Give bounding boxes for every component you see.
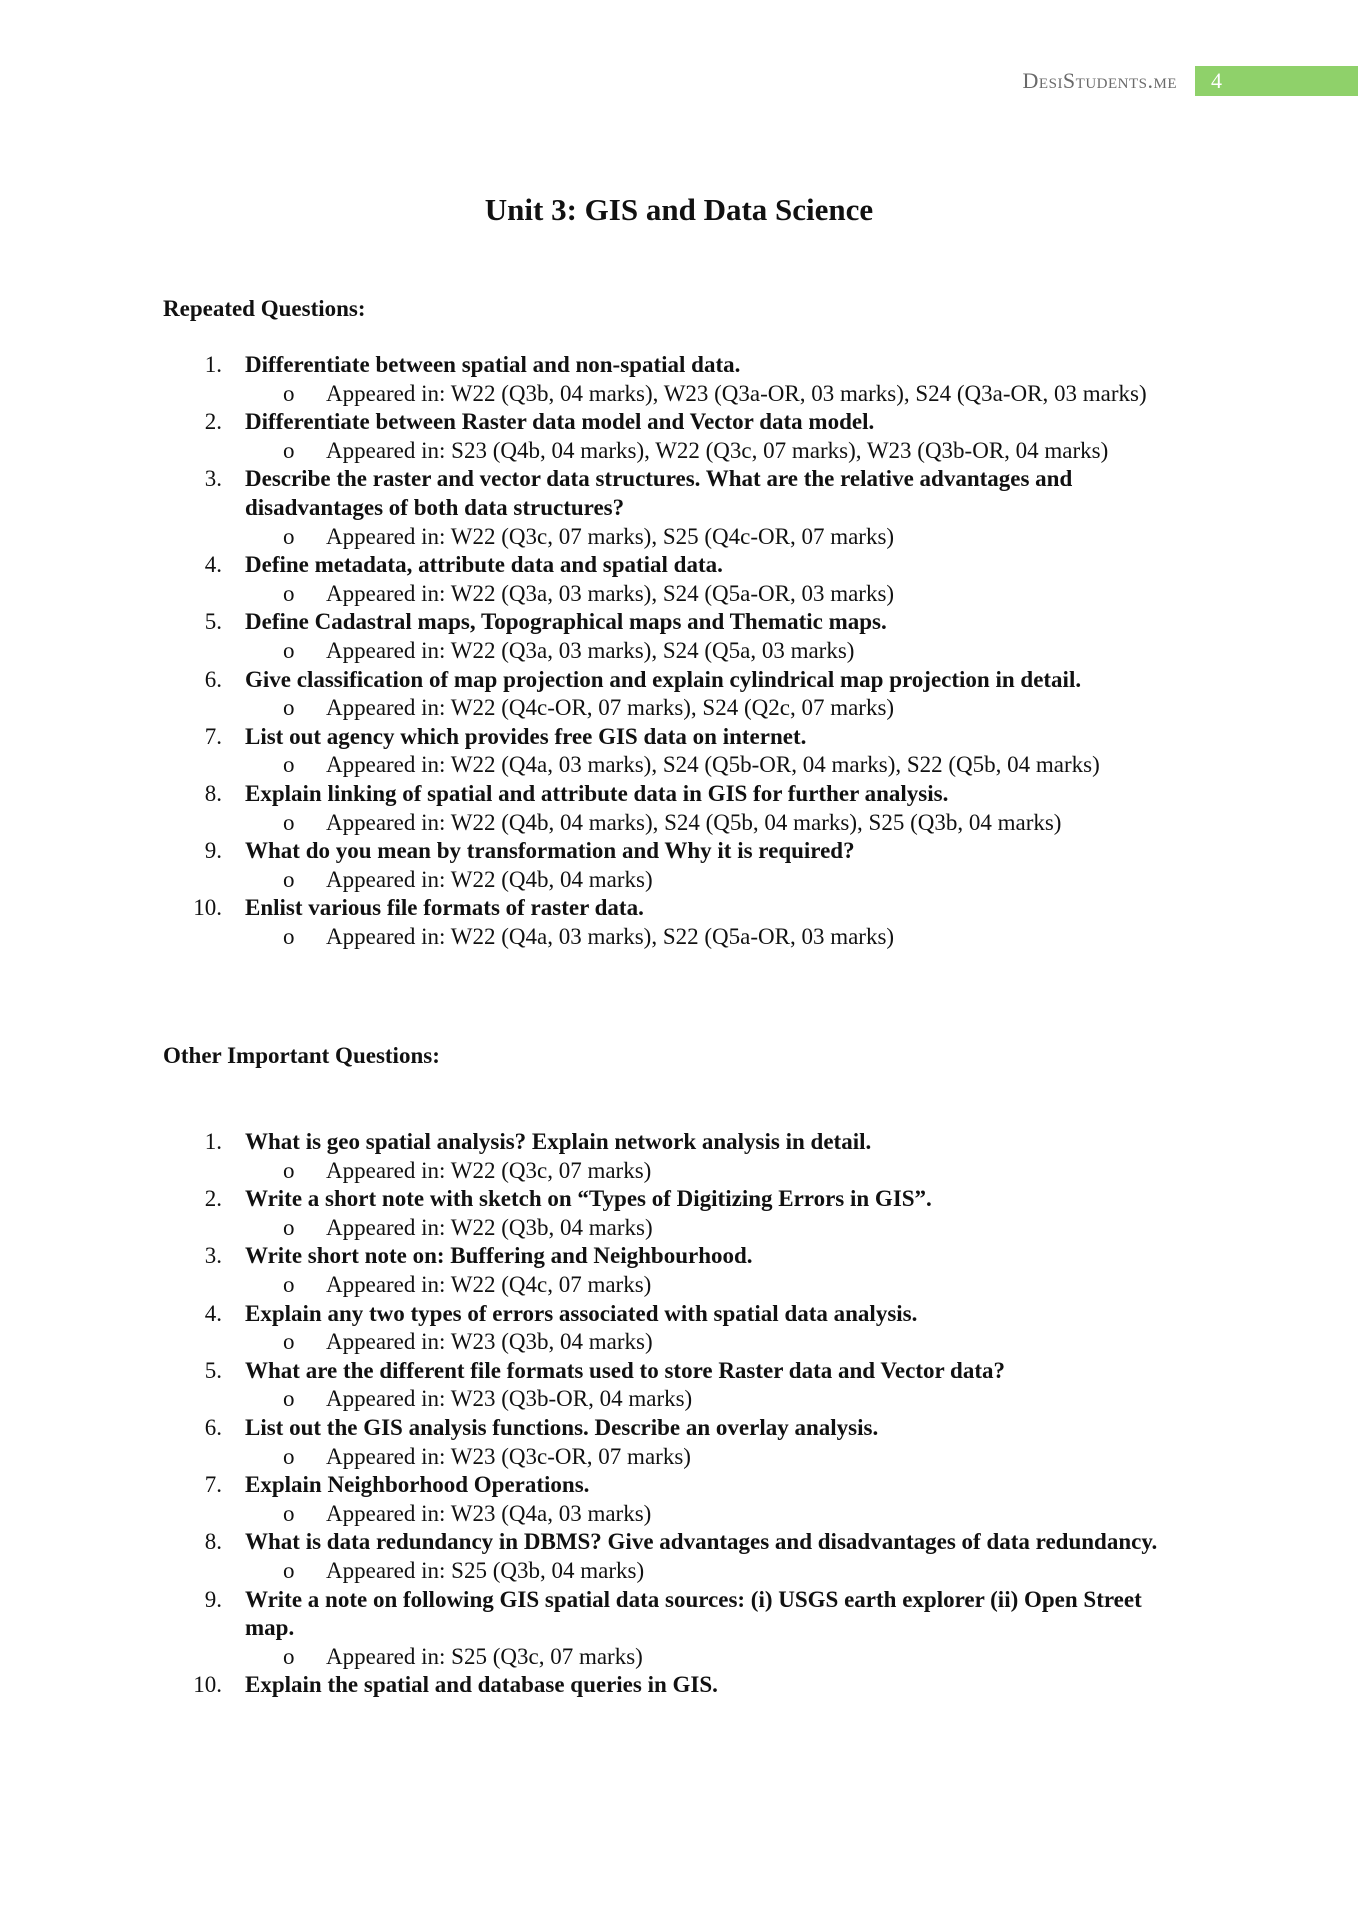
question-text: Differentiate between spatial and non-spatial data. — [245, 352, 741, 377]
appeared-text: Appeared in: S25 (Q3b, 04 marks) — [326, 1557, 645, 1583]
appeared-in-line — [245, 1328, 1188, 1357]
question-number: 5. — [204, 1357, 222, 1383]
appeared-text: Appeared in: W23 (Q3b, 04 marks) — [326, 1329, 653, 1355]
question-text: Write short note on: Buffering and Neighbourhood. — [245, 1243, 753, 1269]
question-item — [0, 1128, 1358, 1185]
question-item — [0, 1528, 1358, 1585]
question-item — [0, 408, 1358, 465]
question-number: 9. — [204, 838, 222, 864]
question-item — [0, 1185, 1358, 1242]
appeared-in-line — [245, 1643, 1188, 1672]
question-number: 10. — [193, 1672, 222, 1698]
question-text: What is data redundancy in DBMS? Give advantages and disadvantages of data redundancy. — [245, 1529, 1158, 1555]
bullet-icon: o — [283, 1386, 295, 1412]
appeared-in-line — [245, 1385, 1188, 1414]
question-text: Write a note on following GIS spatial data sources: (i) USGS earth explorer (ii) Open Street map. — [245, 1586, 1142, 1641]
appeared-text: Appeared in: W22 (Q3c, 07 marks) — [326, 1157, 652, 1183]
question-number: 7. — [204, 723, 222, 749]
appeared-in-line — [245, 694, 1188, 723]
question-item — [0, 837, 1358, 894]
appeared-text: Appeared in: W22 (Q4c, 07 marks) — [326, 1271, 652, 1297]
appeared-text: Appeared in: W22 (Q4c-OR, 07 marks), S24 (Q2c, 07 marks) — [326, 695, 895, 721]
question-number: 1. — [204, 1129, 222, 1154]
question-text: Explain the spatial and database queries in GIS. — [245, 1672, 718, 1698]
question-number: 4. — [204, 552, 222, 578]
question-number: 3. — [204, 1243, 222, 1269]
question-text: What is geo spatial analysis? Explain network analysis in detail. — [245, 1129, 872, 1154]
appeared-text: Appeared in: W22 (Q4a, 03 marks), S24 (Q5b-OR, 04 marks), S22 (Q5b, 04 marks) — [326, 752, 1100, 778]
site-name: DesiStudents.me — [1022, 68, 1177, 93]
appeared-text: Appeared in: W22 (Q3b, 04 marks), W23 (Q3a-OR, 03 marks), S24 (Q3a-OR, 03 marks) — [326, 380, 1147, 406]
appeared-text: Appeared in: W23 (Q3b-OR, 04 marks) — [326, 1386, 693, 1412]
appeared-in-line — [245, 523, 1188, 552]
question-number: 8. — [204, 1529, 222, 1555]
question-text: Differentiate between Raster data model and Vector data model. — [245, 409, 875, 435]
bullet-icon: o — [283, 523, 295, 549]
appeared-text: Appeared in: S25 (Q3c, 07 marks) — [326, 1643, 643, 1669]
question-item — [0, 351, 1358, 408]
repeated-questions-heading: Repeated Questions: — [163, 296, 366, 321]
question-number: 6. — [204, 1414, 222, 1440]
question-item — [0, 666, 1358, 723]
question-text: Describe the raster and vector data structures. What are the relative advantages and disadvantages of both data structures? — [245, 466, 1073, 520]
appeared-text: Appeared in: S23 (Q4b, 04 marks), W22 (Q3c, 07 marks), W23 (Q3b-OR, 04 marks) — [326, 437, 1109, 463]
question-item — [0, 894, 1358, 951]
question-number: 7. — [204, 1472, 222, 1498]
appeared-in-line — [245, 751, 1188, 780]
question-text: Explain Neighborhood Operations. — [245, 1472, 590, 1498]
appeared-text: Appeared in: W22 (Q3c, 07 marks), S25 (Q4c-OR, 07 marks) — [326, 523, 895, 549]
question-number: 2. — [204, 1186, 222, 1212]
bullet-icon: o — [283, 695, 295, 721]
appeared-in-line — [245, 866, 1188, 895]
bullet-icon: o — [283, 1271, 295, 1297]
question-number: 10. — [193, 895, 222, 921]
appeared-in-line — [245, 923, 1188, 952]
question-text: List out the GIS analysis functions. Describe an overlay analysis. — [245, 1414, 879, 1440]
bullet-icon: o — [283, 580, 295, 606]
appeared-text: Appeared in: W23 (Q3c-OR, 07 marks) — [326, 1443, 691, 1469]
question-item — [0, 551, 1358, 608]
appeared-in-line — [245, 580, 1188, 609]
question-text: Define metadata, attribute data and spatial data. — [245, 552, 723, 578]
appeared-text: Appeared in: W22 (Q3a, 03 marks), S24 (Q5a-OR, 03 marks) — [326, 580, 895, 606]
appeared-in-line — [245, 809, 1188, 838]
question-item — [0, 1357, 1358, 1414]
appeared-in-line — [245, 1500, 1188, 1529]
question-item — [0, 1414, 1358, 1471]
page-header — [1023, 66, 1358, 96]
question-text: Give classification of map projection and explain cylindrical map projection in detail. — [245, 666, 1082, 692]
other-questions-list — [0, 1128, 1358, 1700]
appeared-in-line — [245, 380, 1188, 409]
bullet-icon: o — [283, 1157, 295, 1183]
bullet-icon: o — [283, 752, 295, 778]
question-number: 1. — [204, 352, 222, 377]
appeared-text: Appeared in: W22 (Q4b, 04 marks) — [326, 866, 653, 892]
question-text: List out agency which provides free GIS data on internet. — [245, 723, 807, 749]
question-number: 6. — [204, 666, 222, 692]
question-item — [0, 465, 1358, 551]
bullet-icon: o — [283, 1214, 295, 1240]
bullet-icon: o — [283, 809, 295, 835]
question-item — [0, 1471, 1358, 1528]
repeated-questions-list — [0, 351, 1358, 951]
appeared-in-line — [245, 1557, 1188, 1586]
bullet-icon: o — [283, 923, 295, 949]
bullet-icon: o — [283, 1443, 295, 1469]
appeared-text: Appeared in: W22 (Q3b, 04 marks) — [326, 1214, 653, 1240]
question-item — [0, 1671, 1358, 1700]
appeared-in-line — [245, 1443, 1188, 1472]
bullet-icon: o — [283, 1557, 295, 1583]
question-item — [0, 608, 1358, 665]
question-item — [0, 723, 1358, 780]
other-questions-heading: Other Important Questions: — [163, 1043, 440, 1068]
bullet-icon: o — [283, 1500, 295, 1526]
appeared-text: Appeared in: W22 (Q4b, 04 marks), S24 (Q5b, 04 marks), S25 (Q3b, 04 marks) — [326, 809, 1062, 835]
question-text: Write a short note with sketch on “Types of Digitizing Errors in GIS”. — [245, 1186, 932, 1212]
question-text: What are the different file formats used to store Raster data and Vector data? — [245, 1357, 1005, 1383]
question-text: Explain linking of spatial and attribute data in GIS for further analysis. — [245, 780, 949, 806]
question-number: 5. — [204, 609, 222, 635]
question-text: Define Cadastral maps, Topographical maps and Thematic maps. — [245, 609, 887, 635]
appeared-text: Appeared in: W22 (Q4a, 03 marks), S22 (Q5a-OR, 03 marks) — [326, 923, 895, 949]
question-number: 9. — [204, 1586, 222, 1612]
page-number: 4 — [1195, 66, 1358, 96]
appeared-in-line — [245, 1214, 1188, 1243]
bullet-icon: o — [283, 380, 295, 406]
question-text: What do you mean by transformation and Why it is required? — [245, 838, 855, 864]
question-number: 8. — [204, 780, 222, 806]
question-number: 4. — [204, 1300, 222, 1326]
appeared-in-line — [245, 1157, 1188, 1186]
bullet-icon: o — [283, 1329, 295, 1355]
question-text: Enlist various file formats of raster data. — [245, 895, 644, 921]
page-title: Unit 3: GIS and Data Science — [484, 192, 874, 227]
appeared-in-line — [245, 437, 1188, 466]
question-item — [0, 780, 1358, 837]
question-number: 2. — [204, 409, 222, 435]
question-text: Explain any two types of errors associated with spatial data analysis. — [245, 1300, 918, 1326]
question-item — [0, 1300, 1358, 1357]
appeared-in-line — [245, 637, 1188, 666]
bullet-icon: o — [283, 437, 295, 463]
appeared-text: Appeared in: W23 (Q4a, 03 marks) — [326, 1500, 652, 1526]
bullet-icon: o — [283, 866, 295, 892]
question-number: 3. — [204, 466, 222, 492]
appeared-in-line — [245, 1271, 1188, 1300]
bullet-icon: o — [283, 637, 295, 663]
question-item — [0, 1242, 1358, 1299]
question-item — [0, 1586, 1358, 1672]
appeared-text: Appeared in: W22 (Q3a, 03 marks), S24 (Q5a, 03 marks) — [326, 637, 855, 663]
bullet-icon: o — [283, 1643, 295, 1669]
